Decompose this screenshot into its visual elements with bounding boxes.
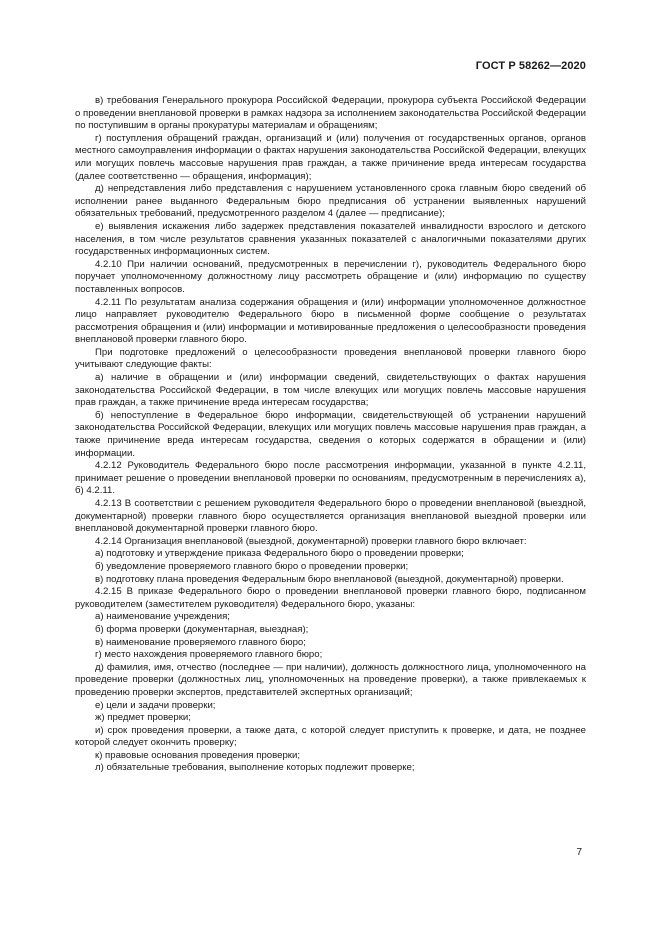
- list-item-l-requirements: л) обязательные требования, выполнение которых подлежит проверке;: [95, 762, 415, 774]
- page-number: 7: [576, 847, 582, 858]
- document-body: [75, 95, 586, 775]
- paragraph-d-nonsubmission: д) непредставления либо представления с нарушением установленного срока главным бюро сведений об исполнении ранее выданного Федеральным бюро предписания об устранении выявленных нарушений обязательных требований, предусмотренного разделом 4 (далее — предписание);: [75, 183, 586, 220]
- clause-4-2-12: 4.2.12 Руководитель Федерального бюро после рассмотрения информации, указанной в пункте 4.2.11, принимает решение о проведении внеплановой проверки по основаниям, предусмотренным в перечислениях а), б) 4.2.11.: [75, 460, 586, 497]
- list-item-b-notification: б) уведомление проверяемого главного бюро о проведении проверки;: [95, 560, 409, 572]
- list-item-g-location: г) место нахождения проверяемого главного бюро;: [95, 649, 323, 661]
- paragraph-facts-intro: При подготовке предложений о целесообразности проведения внеплановой проверки главного бюро учитывают следующие факты:: [75, 346, 586, 371]
- list-item-b-facts: б) непоступление в Федеральное бюро информации, свидетельствующей об устранении нарушений законодательства Российской Федерации, влекущих или могущих повлечь массовые нарушения прав граждан, а также причинение вреда интересам государства, сведения о которых содержатся в обращении и (или) информации.: [75, 409, 586, 459]
- list-item-v-name: в) наименование проверяемого главного бюро;: [95, 636, 306, 648]
- clause-4-2-14: 4.2.14 Организация внеплановой (выездной, документарной) проверки главного бюро включает:: [95, 535, 527, 547]
- list-item-i-term: и) срок проведения проверки, а также дата, с которой следует приступить к проверке, и дата, не позднее которой следует окончить проверку;: [75, 724, 586, 749]
- clause-4-2-11: 4.2.11 По результатам анализа содержания обращения и (или) информации уполномоченное должностное лицо направляет руководителю Федерального бюро в письменной форме сообщение о результатах рассмотрения обращения и (или) информации и мотивированные предложения о целесообразности проведения внеплановой проверки главного бюро.: [75, 296, 586, 346]
- list-item-d-officials: д) фамилия, имя, отчество (последнее — при наличии), должность должностного лица, уполномоченного на проведение проверки (должностных лиц, уполномоченных на проведение проверки), а также привлекаемых к проведению проверки экспертов, представителей экспертных организаций;: [75, 661, 586, 698]
- list-item-e-goals: е) цели и задачи проверки;: [95, 699, 216, 711]
- clause-4-2-13: 4.2.13 В соответствии с решением руководителя Федерального бюро о проведении внеплановой (выездной, документарной) проверки главного бюро осуществляется организация внеплановой выездной проверки или внеплановой документарной проверки главного бюро.: [75, 498, 586, 535]
- list-item-a-order: а) подготовку и утверждение приказа Федерального бюро о проведении проверки;: [95, 548, 464, 560]
- document-header: ГОСТ Р 58262—2020: [475, 60, 586, 72]
- clause-4-2-15: 4.2.15 В приказе Федерального бюро о проведении внеплановой проверки главного бюро, подписанном руководителем (заместителем руководителя) Федерального бюро, указаны:: [75, 586, 586, 610]
- clause-4-2-10: 4.2.10 При наличии оснований, предусмотренных в перечислении г), руководитель Федерального бюро поручает уполномоченному должностному лицу рассмотреть обращение и (или) информацию по существу поставленных вопросов.: [75, 258, 586, 295]
- paragraph-v-prosecutor: в) требования Генерального прокурора Российской Федерации, прокурора субъекта Российской Федерации о проведении внеплановой проверки в рамках надзора за исполнением законодательства Российской Федерации по поступившим в органы прокуратуры материалам и обращениям;: [75, 95, 586, 132]
- list-item-zh-subject: ж) предмет проверки;: [95, 712, 191, 724]
- list-item-k-legal-basis: к) правовые основания проведения проверки;: [95, 749, 301, 761]
- list-item-a-institution: а) наименование учреждения;: [95, 611, 230, 623]
- paragraph-g-appeals: г) поступления обращений граждан, организаций и (или) получения от государственных органов, органов местного самоуправления информации о фактах нарушения законодательства Российской Федерации, влекущих или могущих повлечь массовые нарушения прав граждан, а также причинение вреда интересам государства (далее соответственно — обращения, информация);: [75, 132, 586, 182]
- list-item-v-plan: в) подготовку плана проведения Федеральным бюро внеплановой (выездной, документарной) проверки.: [95, 573, 564, 585]
- list-item-b-form: б) форма проверки (документарная, выездная);: [95, 623, 309, 635]
- list-item-a-facts: а) наличие в обращении и (или) информации сведений, свидетельствующих о фактах нарушения законодательства Российской Федерации, в том числе влекущих или могущих повлечь массовые нарушения прав граждан, а также причинение вреда интересам государства;: [75, 372, 586, 409]
- paragraph-e-distortion: е) выявления искажения либо задержек представления показателей инвалидности взрослого и детского населения, в том числе результатов сравнения указанных показателей с аналогичными показателями других государственных информационных систем.: [75, 220, 586, 258]
